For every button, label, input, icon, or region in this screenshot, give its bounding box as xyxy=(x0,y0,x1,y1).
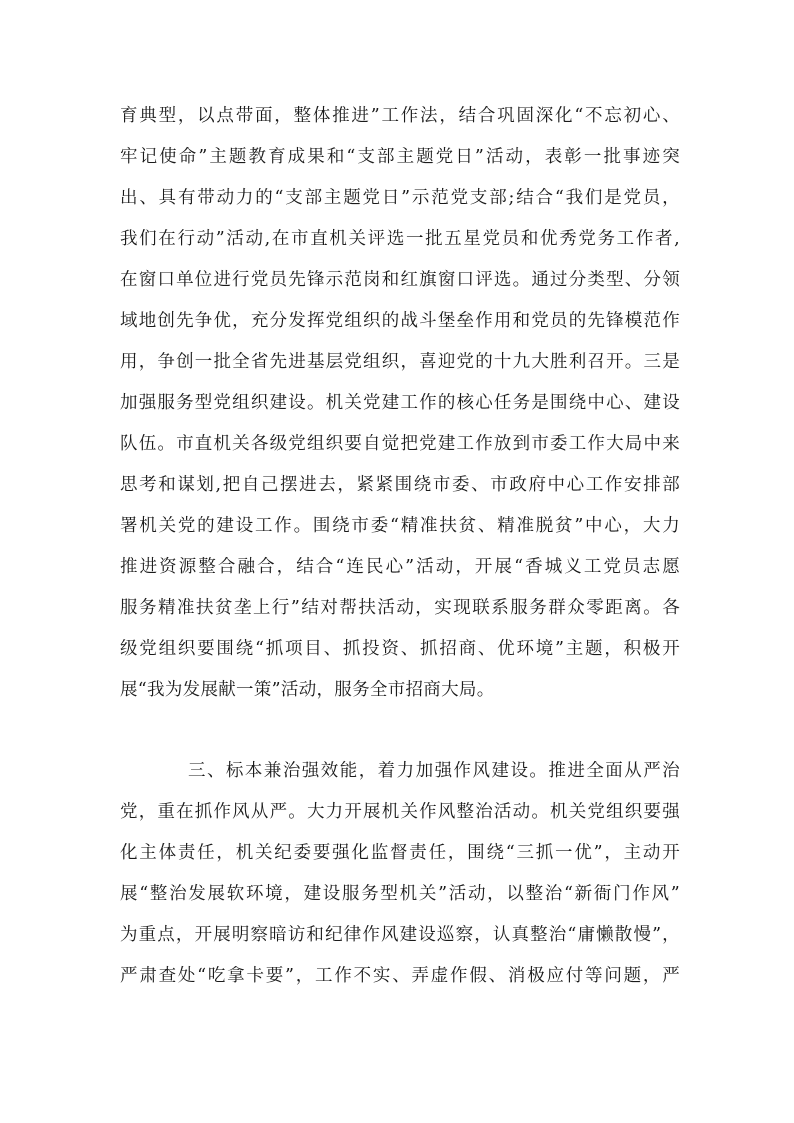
paragraph-1-line-9: 队伍。市直机关各级党组织要自觉把党建工作放到市委工作大局中来 xyxy=(120,434,680,454)
paragraph-1-line-7: 用，争创一批全省先进基层党组织，喜迎党的十九大胜利召开。三是 xyxy=(120,352,680,372)
paragraph-1-line-12: 推进资源整合融合，结合“连民心”活动，开展“香城义工党员志愿 xyxy=(120,557,680,577)
paragraph-2-line-3: 化主体责任，机关纪委要强化监督责任，围绕“三抓一优”，主动开 xyxy=(120,843,680,863)
paragraph-1-line-3: 出、具有带动力的“支部主题党日”示范党支部;结合“我们是党员， xyxy=(120,188,680,208)
paragraph-1-line-15: 展“我为发展献一策”活动，服务全市招商大局。 xyxy=(120,680,495,700)
paragraph-2-line-5: 为重点，开展明察暗访和纪律作风建设巡察，认真整治“庸懒散慢”， xyxy=(120,925,680,945)
paragraph-1-line-11: 署机关党的建设工作。围绕市委“精准扶贫、精准脱贫”中心，大力 xyxy=(120,516,680,536)
paragraph-1-line-4: 我们在行动”活动,在市直机关评选一批五星党员和优秀党务工作者, xyxy=(120,229,680,249)
paragraph-2-line-2: 党，重在抓作风从严。大力开展机关作风整治活动。机关党组织要强 xyxy=(120,802,680,822)
paragraph-1-line-6: 域地创先争优，充分发挥党组织的战斗堡垒作用和党员的先锋模范作 xyxy=(120,311,680,331)
paragraph-2-line-6: 严肃查处“吃拿卡要”，工作不实、弄虚作假、消极应付等问题，严 xyxy=(120,966,680,986)
paragraph-1-line-1: 育典型，以点带面，整体推进”工作法，结合巩固深化“不忘初心、 xyxy=(120,106,680,126)
paragraph-1-line-5: 在窗口单位进行党员先锋示范岗和红旗窗口评选。通过分类型、分领 xyxy=(120,270,680,290)
paragraph-1-line-14: 级党组织要围绕“抓项目、抓投资、抓招商、优环境”主题，积极开 xyxy=(120,639,680,659)
paragraph-2-line-4: 展“整治发展软环境，建设服务型机关”活动，以整治“新衙门作风” xyxy=(120,884,680,904)
paragraph-1-line-13: 服务精准扶贫垄上行”结对帮扶活动，实现联系服务群众零距离。各 xyxy=(120,598,680,618)
paragraph-1-line-8: 加强服务型党组织建设。机关党建工作的核心任务是围绕中心、建设 xyxy=(120,393,680,413)
paragraph-1-line-10: 思考和谋划,把自己摆进去，紧紧围绕市委、市政府中心工作安排部 xyxy=(120,475,680,495)
paragraph-2-line-1: 三、标本兼治强效能，着力加强作风建设。推进全面从严治 xyxy=(188,761,680,781)
paragraph-1-line-2: 牢记使命”主题教育成果和“支部主题党日”活动，表彰一批事迹突 xyxy=(120,147,680,167)
